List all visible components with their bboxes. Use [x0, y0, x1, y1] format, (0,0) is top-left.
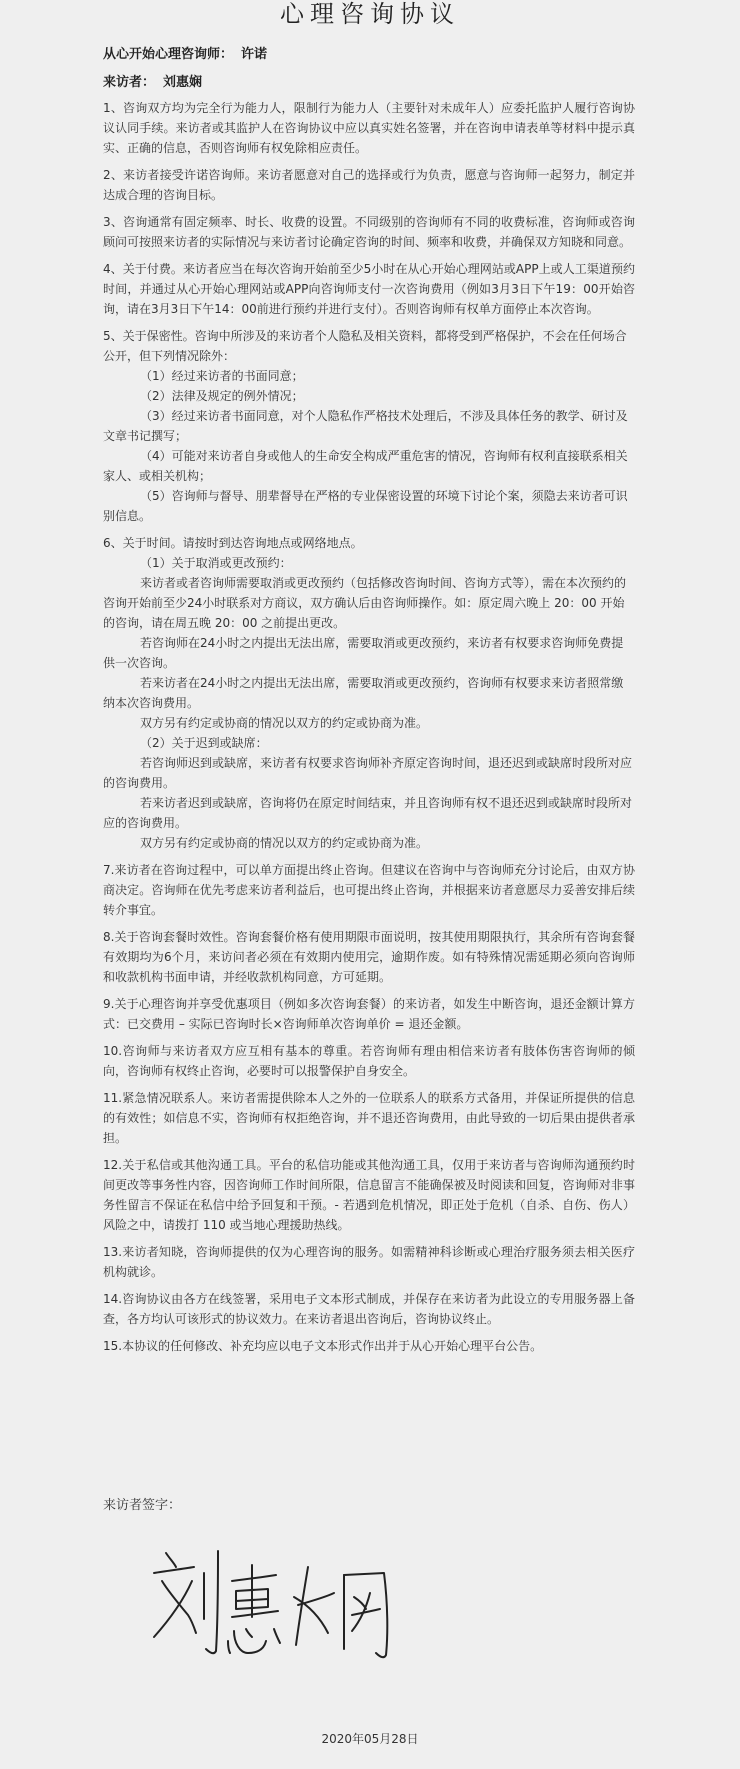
clause-6-paragraph: 若咨询师在24小时之内提出无法出席，需要取消或更改预约，来访者有权要求咨询师免费提供一次咨询。 — [103, 636, 624, 670]
clause-6-paragraph: 来访者或者咨询师需要取消或更改预约（包括修改咨询时间、咨询方式等），需在本次预约的咨询开始前至少24小时联系对方商议，双方确认后由咨询师操作。如：原定周六晚上 20：00 开始的咨询，请在周五晚 20：00 之前提出更改。 — [103, 576, 627, 630]
clause-8: 8.关于咨询套餐时效性。咨询套餐价格有使用期限市面说明，按其使用期限执行，其余所有咨询套餐有效期均为6个月，来访问者必须在有效期内使用完，逾期作废。如有特殊情况需延期必须向咨询师和收款机构书面申请，并经收款机构同意，方可延期。 — [103, 930, 635, 984]
clause-5 — [103, 326, 635, 526]
clause-10: 10.咨询师与来访者双方应互相有基本的尊重。若咨询师有理由相信来访者有肢体伤害咨询师的倾向，咨询师有权终止咨询，必要时可以报警保护自身安全。 — [103, 1044, 635, 1078]
counselor-name: 许诺 — [241, 47, 268, 62]
handwritten-signature — [148, 1545, 408, 1665]
clause-6-paragraph: 双方另有约定或协商的情况以双方的约定或协商为准。 — [140, 836, 429, 850]
clause-2: 2、来访者接受许诺咨询师。来访者愿意对自己的选择或行为负责，愿意与咨询师一起努力，制定并达成合理的咨询目标。 — [103, 168, 635, 202]
clause-6-paragraph: 若来访者迟到或缺席，咨询将仍在原定时间结束，并且咨询师有权不退还迟到或缺席时段所对应的咨询费用。 — [103, 796, 633, 830]
clause-4: 4、关于付费。来访者应当在每次咨询开始前至少5小时在从心开始心理网站或APP上或人工渠道预约时间，并通过从心开始心理网站或APP向咨询师支付一次咨询费用（例如3月3日下午19：00开始咨询，请在3月3日下午14：00前进行预约并进行支付）。否则咨询师有权单方面停止本次咨询。 — [103, 262, 635, 316]
clause-9: 9.关于心理咨询并享受优惠项目（例如多次咨询套餐）的来访者，如发生中断咨询，退还金额计算方式：已交费用 – 实际已咨询时长×咨询师单次咨询单价 = 退还金额。 — [103, 997, 635, 1031]
clause-5-item: （2）法律及规定的例外情况； — [140, 389, 304, 403]
clause-5-item: （4）可能对来访者自身或他人的生命安全构成严重危害的情况，咨询师有权利直接联系相关家人、或相关机构； — [103, 449, 628, 483]
clause-6-subheading: （2）关于迟到或缺席： — [140, 736, 268, 750]
signing-date: 2020年05月28日 — [321, 1732, 419, 1746]
clause-6 — [103, 533, 635, 853]
clause-5-intro: 5、关于保密性。咨询中所涉及的来访者个人隐私及相关资料，都将受到严格保护，不会在任何场合公开，但下列情况除外： — [103, 329, 627, 363]
clause-1: 1、咨询双方均为完全行为能力人，限制行为能力人（主要针对未成年人）应委托监护人履行咨询协议认同手续。来访者或其监护人在咨询协议中应以真实姓名签署，并在咨询申请表单等材料中提示真实、正确的信息，否则咨询师有权免除相应责任。 — [103, 101, 635, 155]
clause-13: 13.来访者知晓，咨询师提供的仅为心理咨询的服务。如需精神科诊断或心理治疗服务须去相关医疗机构就诊。 — [103, 1245, 635, 1279]
clause-12: 12.关于私信或其他沟通工具。平台的私信功能或其他沟通工具，仅用于来访者与咨询师沟通预约时间更改等事务性内容，因咨询师工作时间所限，信息留言不能确保被及时阅读和回复，咨询师对非事务性留言不保证在私信中给予回复和干预。- 若遇到危机情况，即正处于危机（自杀、自伤、伤人）风险之中，请拨打 110 或当地心理援助热线。 — [103, 1158, 635, 1232]
clause-6-paragraph: 若来访者在24小时之内提出无法出席，需要取消或更改预约，咨询师有权要求来访者照常缴纳本次咨询费用。 — [103, 676, 624, 710]
client-label: 来访者： — [103, 75, 156, 90]
signature-label: 来访者签字： — [103, 1498, 182, 1513]
clause-7: 7.来访者在咨询过程中，可以单方面提出终止咨询。但建议在咨询中与咨询师充分讨论后，由双方协商决定。咨询师在优先考虑来访者利益后，也可提出终止咨询，并根据来访者意愿尽力妥善安排后续转介事宜。 — [103, 863, 635, 917]
clause-5-item: （5）咨询师与督导、朋辈督导在严格的专业保密设置的环境下讨论个案，须隐去来访者可识别信息。 — [103, 489, 628, 523]
counselor-label: 从心开始心理咨询师： — [103, 47, 234, 62]
clause-5-item: （1）经过来访者的书面同意； — [140, 369, 304, 383]
clause-15: 15.本协议的任何修改、补充均应以电子文本形式作出并于从心开始心理平台公告。 — [103, 1339, 543, 1353]
agreement-body — [103, 98, 635, 1363]
client-line — [103, 71, 202, 90]
client-name: 刘惠娴 — [163, 75, 203, 90]
clause-5-item: （3）经过来访者书面同意，对个人隐私作严格技术处理后，不涉及具体任务的教学、研讨及文章书记撰写； — [103, 409, 628, 443]
clause-11: 11.紧急情况联系人。来访者需提供除本人之外的一位联系人的联系方式备用，并保证所提供的信息的有效性；如信息不实，咨询师有权拒绝咨询，并不退还咨询费用，由此导致的一切后果由提供者承担。 — [103, 1091, 635, 1145]
clause-3: 3、咨询通常有固定频率、时长、收费的设置。不同级别的咨询师有不同的收费标准，咨询师或咨询顾问可按照来访者的实际情况与来访者讨论确定咨询的时间、频率和收费，并确保双方知晓和同意。 — [103, 215, 635, 249]
page-title: 心理咨询协议 — [280, 0, 460, 28]
clause-6-subheading: （1）关于取消或更改预约： — [140, 556, 292, 570]
clause-14: 14.咨询协议由各方在线签署，采用电子文本形式制成，并保存在来访者为此设立的专用服务器上备查，各方均认可该形式的协议效力。在来访者退出咨询后，咨询协议终止。 — [103, 1292, 635, 1326]
counselor-line — [103, 43, 267, 62]
clause-6-intro: 6、关于时间。请按时到达咨询地点或网络地点。 — [103, 536, 363, 550]
clause-6-paragraph: 若咨询师迟到或缺席，来访者有权要求咨询师补齐原定咨询时间，退还迟到或缺席时段所对应的咨询费用。 — [103, 756, 633, 790]
clause-6-paragraph: 双方另有约定或协商的情况以双方的约定或协商为准。 — [140, 716, 429, 730]
